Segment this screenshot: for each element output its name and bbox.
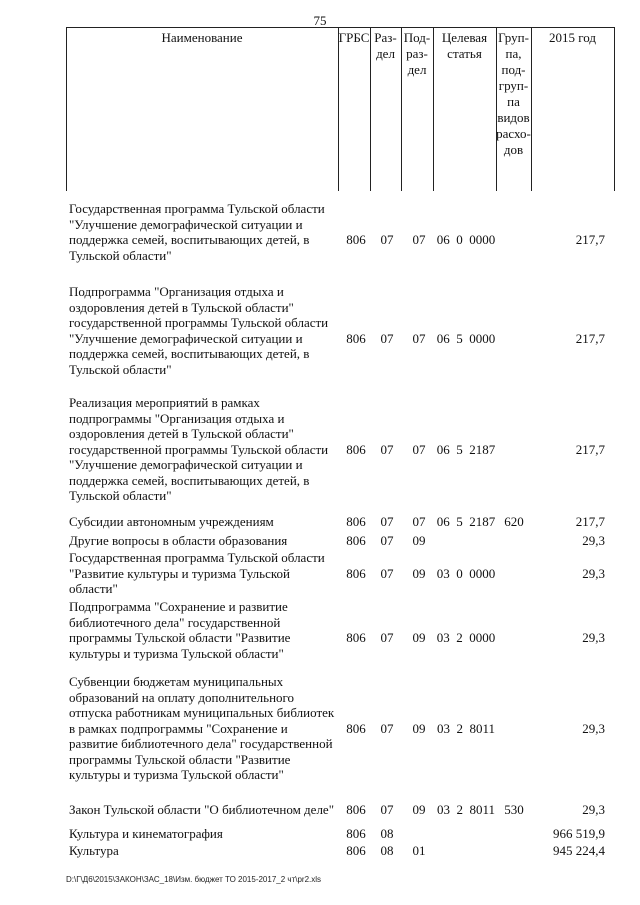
grbs-cell: 806: [346, 802, 366, 817]
header-top-border: [66, 27, 615, 28]
row-name: Другие вопросы в области образования: [69, 533, 288, 548]
header-grbs: ГРБС: [338, 30, 370, 45]
podrazdel-cell: 07: [412, 514, 426, 529]
row-name: Подпрограмма "Организация отдыха и оздоровления детей в Тульской области" государственной программы Тульской области "Улучшение демографической ситуации и поддержка семей, воспитывающих детей, в Тульской области": [69, 284, 329, 377]
celevaya-cell: 06 0 0000: [436, 232, 496, 247]
celevaya-cell: 03 0 0000: [436, 565, 496, 581]
razdel-cell: 07: [380, 802, 394, 817]
grbs-cell: 806: [346, 330, 366, 346]
celevaya-cell: 03 2 0000: [436, 630, 496, 645]
razdel-cell: 07: [380, 565, 394, 581]
header-razdel: Раз- дел: [374, 30, 397, 61]
razdel-cell: 07: [380, 441, 394, 457]
sum-cell: 217,7: [575, 232, 605, 247]
row-name: Государственная программа Тульской области "Улучшение демографической ситуации и поддержка семей, воспитывающих детей, в Тульской области": [69, 201, 325, 263]
podrazdel-cell: 09: [412, 533, 426, 548]
grbs-cell: 806: [346, 514, 366, 529]
podrazdel-cell: 09: [412, 565, 426, 581]
sum-cell: 217,7: [575, 441, 605, 457]
header-border: [338, 27, 339, 191]
sum-cell: 966 519,9: [553, 826, 605, 841]
header-name: Наименование: [161, 30, 243, 45]
sum-cell: 29,3: [582, 802, 605, 817]
podrazdel-cell: 09: [412, 720, 426, 736]
sum-cell: 217,7: [575, 514, 605, 529]
razdel-cell: 08: [380, 826, 394, 841]
razdel-cell: 07: [380, 232, 394, 247]
sum-cell: 29,3: [582, 630, 605, 645]
header-year: 2015 год: [549, 30, 596, 45]
sum-cell: 29,3: [582, 720, 605, 736]
sum-cell: 217,7: [575, 330, 605, 346]
podrazdel-cell: 07: [412, 330, 426, 346]
grbs-cell: 806: [346, 843, 366, 858]
grbs-cell: 806: [346, 565, 366, 581]
grbs-cell: 806: [346, 720, 366, 736]
gruppa-cell: 620: [504, 514, 524, 529]
header-gruppa: Груп- па, под- груп- па видов расхо- дов: [496, 30, 531, 157]
podrazdel-cell: 07: [412, 441, 426, 457]
razdel-cell: 07: [380, 330, 394, 346]
table-header: [66, 27, 615, 191]
grbs-cell: 806: [346, 441, 366, 457]
row-name: Реализация мероприятий в рамках подпрограммы "Организация отдыха и оздоровления детей в Тульской области" государственной программы Тульской области "Улучшение демографической ситуации и поддержка семей, воспитывающих детей, в Тульской области": [69, 395, 329, 503]
razdel-cell: 07: [380, 720, 394, 736]
grbs-cell: 806: [346, 232, 366, 247]
sum-cell: 945 224,4: [553, 843, 605, 858]
podrazdel-cell: 07: [412, 232, 426, 247]
sum-cell: 29,3: [582, 565, 605, 581]
header-border: [66, 27, 67, 191]
razdel-cell: 07: [380, 533, 394, 548]
grbs-cell: 806: [346, 533, 366, 548]
celevaya-cell: 06 5 2187: [436, 441, 496, 457]
grbs-cell: 806: [346, 630, 366, 645]
row-name: Культура и кинематография: [69, 826, 223, 841]
grbs-cell: 806: [346, 826, 366, 841]
row-name: Государственная программа Тульской области "Развитие культуры и туризма Тульской области": [69, 550, 325, 596]
razdel-cell: 07: [380, 630, 394, 645]
page-number: 75: [313, 13, 327, 28]
row-name: Культура: [69, 843, 119, 858]
gruppa-cell: 530: [504, 802, 524, 817]
file-path-footer: D:\Г\Д6\2015\ЗАКОН\ЗАС_18\Изм. бюджет ТО 2015-2017_2 чт\pr2.xls: [66, 875, 322, 884]
celevaya-cell: 06 5 0000: [436, 330, 496, 346]
header-border: [614, 27, 615, 191]
razdel-cell: 08: [380, 843, 394, 858]
header-podrazdel: Под- раз- дел: [403, 30, 431, 77]
razdel-cell: 07: [380, 514, 394, 529]
sum-cell: 29,3: [582, 533, 605, 548]
row-name: Субвенции бюджетам муниципальных образований на оплату дополнительного отпуска работникам муниципальных библиотек в рамках подпрограммы "Сохранение и развитие библиотечного дела" государственной программы Тульской области "Развитие культуры и туризма Тульской области": [69, 674, 335, 782]
celevaya-cell: 06 5 2187: [436, 514, 496, 529]
podrazdel-cell: 09: [412, 802, 426, 817]
row-name: Закон Тульской области "О библиотечном деле": [69, 802, 335, 817]
row-name: Подпрограмма "Сохранение и развитие библиотечного дела" государственной программы Тульской области "Развитие культуры и туризма Тульской области": [69, 599, 291, 661]
podrazdel-cell: 01: [412, 843, 426, 858]
header-border: [531, 27, 532, 191]
podrazdel-cell: 09: [412, 630, 426, 645]
row-name: Субсидии автономным учреждениям: [69, 514, 274, 529]
celevaya-cell: 03 2 8011: [436, 720, 496, 736]
header-celevaya: Целевая статья: [441, 30, 488, 61]
celevaya-cell: 03 2 8011: [436, 802, 496, 817]
